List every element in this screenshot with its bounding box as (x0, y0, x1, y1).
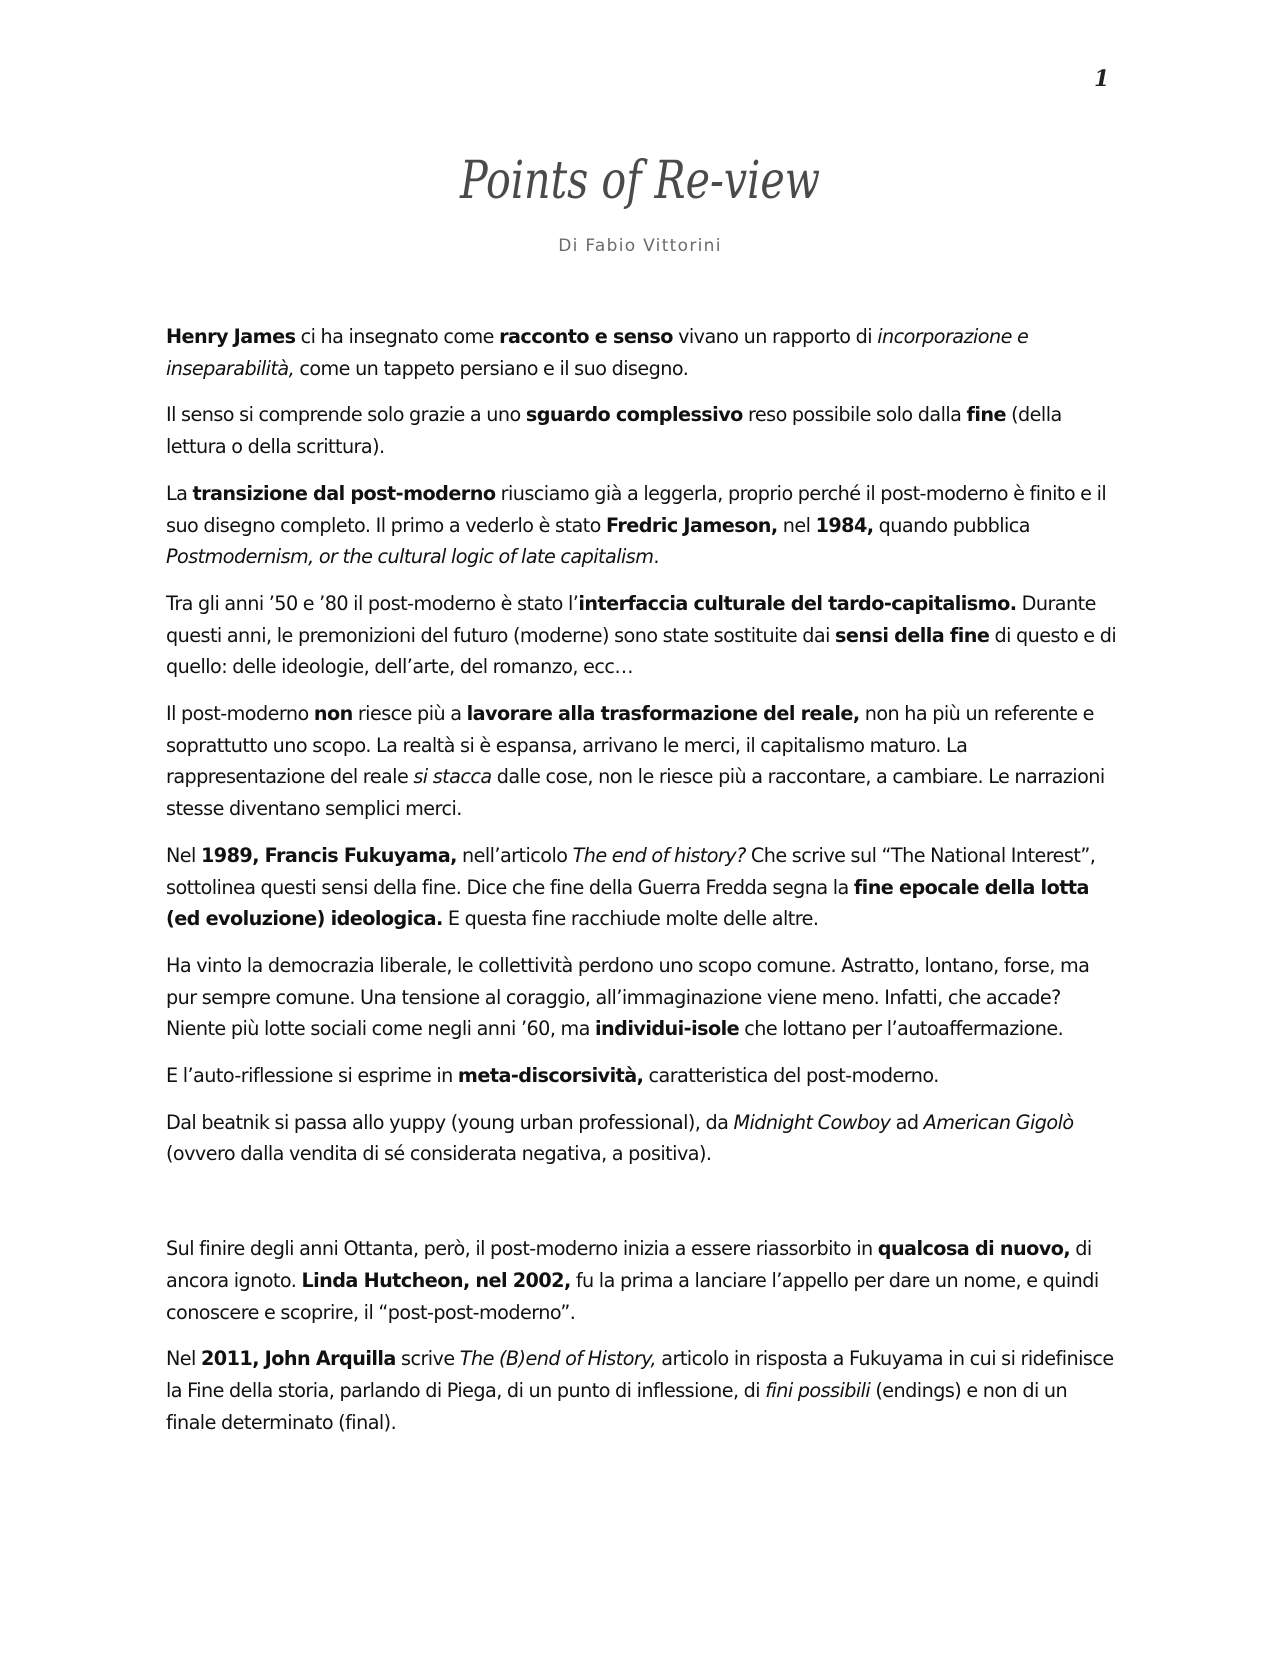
text-run: E l’auto-riflessione si esprime in (166, 1064, 458, 1088)
body-paragraph (166, 698, 1122, 825)
bold-text: 1984, (815, 513, 874, 537)
body-paragraph (166, 478, 1122, 573)
article-body (166, 321, 1122, 1453)
body-paragraph (166, 1343, 1122, 1438)
text-run: quando pubblica (873, 513, 1030, 537)
text-run: nel (777, 513, 816, 537)
text-run: (della lettura o della scrittura). (166, 403, 1062, 459)
bold-text: Fredric Jameson, (605, 513, 778, 537)
bold-text: non (313, 702, 353, 726)
text-run: dalle cose, non le riesce più a raccontare, a cambiare. Le narrazioni stesse diventano semplici merci. (166, 765, 1105, 821)
text-run: La (166, 481, 193, 505)
body-paragraph (166, 1107, 1122, 1170)
body-paragraph (166, 588, 1122, 683)
italic-text: The end of history? (572, 843, 746, 867)
text-run: Nel (166, 1347, 201, 1371)
text-run: caratteristica del post-moderno. (643, 1064, 939, 1088)
body-paragraph (166, 840, 1122, 935)
bold-text: sensi della fine (835, 623, 990, 647)
text-run: riesce più a (352, 702, 467, 726)
text-run: . (653, 545, 659, 569)
section-gap (166, 1185, 1122, 1233)
text-run: articolo in risposta a Fukuyama in cui si ridefinisce la Fine della storia, parlando di Piega, di un punto di inflessione, di (166, 1347, 1114, 1402)
page-number: 1 (1094, 66, 1110, 92)
bold-text: meta-discorsività, (457, 1064, 644, 1088)
bold-text: Henry James (166, 325, 296, 348)
italic-text: si stacca (413, 765, 492, 789)
text-run: ci ha insegnato come (295, 325, 500, 348)
bold-text: lavorare alla trasformazione del reale, (466, 702, 860, 726)
title-logo (440, 138, 840, 228)
text-run: reso possibile solo dalla (742, 403, 967, 427)
text-run: ad (890, 1110, 924, 1134)
bold-text: interfaccia culturale del tardo-capitalismo. (578, 591, 1017, 615)
text-run: Ha vinto la democrazia liberale, le collettività perdono uno scopo comune. Astratto, lontano, forse, ma pur sempre comune. Una tensione al coraggio, all’immaginazione viene meno. Infatti, che accade? Niente più lotte sociali come negli anni ’60, ma (166, 953, 1090, 1041)
bold-text: qualcosa di nuovo, (877, 1237, 1071, 1261)
text-run: che lottano per l’autoaffermazione. (739, 1017, 1064, 1041)
text-run: fu la prima a lanciare l’appello per dare un nome, e quindi conoscere e scoprire, il “post-post-moderno”. (166, 1268, 1099, 1324)
body-paragraph (166, 399, 1122, 462)
text-run: di questo e di quello: delle ideologie, dell’arte, del romanzo, ecc… (166, 623, 1117, 679)
body-paragraph (166, 1233, 1122, 1328)
bold-text: 1989, Francis Fukuyama, (201, 843, 457, 867)
text-run: vivano un rapporto di (672, 325, 878, 348)
text-run: E questa fine racchiude molte delle altre. (442, 907, 819, 931)
text-run: (ovvero dalla vendita di sé considerata negativa, a positiva). (166, 1142, 712, 1166)
italic-text: American Gigolò (923, 1110, 1074, 1134)
body-paragraph (166, 321, 1122, 384)
bold-text: individui-isole (595, 1017, 740, 1041)
bold-text: racconto e senso (499, 325, 673, 348)
title-text: Points of Re-view (459, 151, 820, 211)
italic-text: The (B)end of History, (459, 1347, 657, 1371)
bold-text: 2011, John Arquilla (201, 1347, 396, 1371)
bold-text: fine epocale della lotta (ed evoluzione) ideologica. (166, 875, 1089, 931)
text-run: Dal beatnik si passa allo yuppy (young urban professional), da (166, 1110, 734, 1134)
body-paragraph (166, 1060, 1122, 1092)
text-run: (endings) e non di un finale determinato (final). (166, 1378, 1068, 1434)
text-run: Nel (166, 843, 201, 867)
text-run: di ancora ignoto. (166, 1237, 1092, 1292)
bold-text: sguardo complessivo (525, 403, 743, 427)
author-byline: Di Fabio Vittorini (558, 236, 722, 256)
text-run: riusciamo già a leggerla, proprio perché il post-moderno è finito e il suo disegno completo. Il primo a vederlo è stato (166, 481, 1107, 537)
italic-text: Postmodernism, or the cultural logic of late capitalism (166, 545, 654, 569)
bold-text: fine (966, 403, 1006, 427)
text-run: Il senso si comprende solo grazie a uno (166, 403, 526, 427)
text-run: scrive (395, 1347, 460, 1371)
text-run: non ha più un referente e soprattutto uno scopo. La realtà si è espansa, arrivano le merci, il capitalismo maturo. La rappresentazione del reale (166, 702, 1094, 789)
italic-text: Midnight Cowboy (733, 1110, 891, 1134)
bold-text: Linda Hutcheon, nel 2002, (301, 1268, 571, 1292)
italic-text: fini possibili (765, 1378, 871, 1402)
text-run: come un tappeto persiano e il suo disegno. (294, 356, 689, 380)
text-run: Il post-moderno (166, 702, 314, 726)
text-run: Tra gli anni ’50 e ’80 il post-moderno è stato l’ (166, 591, 579, 615)
italic-text: incorporazione e inseparabilità, (166, 325, 1029, 380)
text-run: nell’articolo (456, 843, 573, 867)
text-run: Che scrive sul “The National Interest”, sottolinea questi sensi della fine. Dice che fine della Guerra Fredda segna la (166, 843, 1096, 899)
text-run: Sul finire degli anni Ottanta, però, il post-moderno inizia a essere riassorbito in (166, 1237, 878, 1261)
body-paragraph (166, 950, 1122, 1045)
text-run: Durante questi anni, le premonizioni del futuro (moderne) sono state sostituite dai (166, 591, 1096, 647)
bold-text: transizione dal post-moderno (192, 481, 496, 505)
